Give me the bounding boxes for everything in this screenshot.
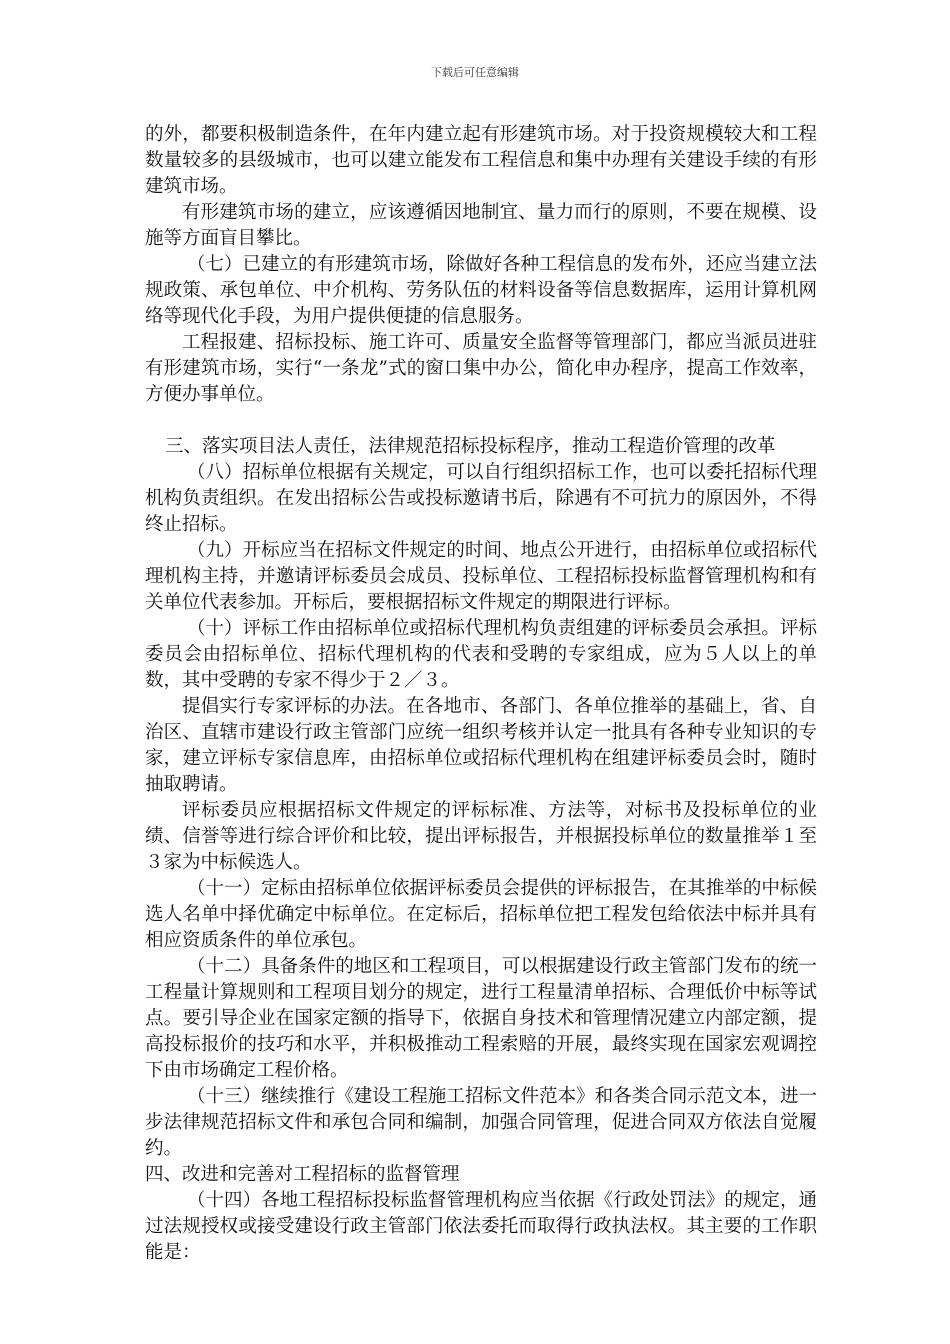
paragraph: （十）评标工作由招标单位或招标代理机构负责组建的评标委员会承担。评标委员会由招标单位、招标代理机构的代表和受聘的专家组成，应为５人以上的单数，其中受聘的专家不得少于２／３。 [145, 618, 817, 691]
paragraph: 工程报建、招标投标、施工许可、质量安全监督等管理部门，都应当派员进驻有形建筑市场，实行“一条龙”式的窗口集中办公，简化申办程序，提高工作效率，方便办事单位。 [145, 332, 817, 405]
paragraph: 的外，都要积极制造条件，在年内建立起有形建筑市场。对于投资规模较大和工程数量较多的县级城市，也可以建立能发布工程信息和集中办理有关建设手续的有形建筑市场。 [145, 124, 817, 197]
paragraph: （十四）各地工程招标投标监督管理机构应当依据《行政处罚法》的规定，通过法规授权或接受建设行政主管部门依法委托而取得行政执法权。其主要的工作职能是： [145, 1190, 817, 1263]
section-heading: 四、改进和完善对工程招标的监督管理 [145, 1164, 460, 1185]
paragraph: （十二）具备条件的地区和工程项目，可以根据建设行政主管部门发布的统一工程量计算规则和工程项目划分的规定，进行工程量清单招标、合理低价中标等试点。要引导企业在国家定额的指导下，依据自身技术和管理情况建立内部定额，提高投标报价的技巧和水平，并积极推动工程索赔的开展，最终实现在国家宏观调控下由市场确定工程价格。 [145, 956, 817, 1081]
paragraph: 评标委员应根据招标文件规定的评标标准、方法等，对标书及投标单位的业绩、信誉等进行综合评价和比较，提出评标报告，并根据投标单位的数量推举１至３家为中标候选人。 [145, 800, 817, 873]
paragraph: （八）招标单位根据有关规定，可以自行组织招标工作，也可以委托招标代理机构负责组织。在发出招标公告或投标邀请书后，除遇有不可抗力的原因外，不得终止招标。 [145, 462, 817, 535]
paragraph: 有形建筑市场的建立，应该遵循因地制宜、量力而行的原则，不要在规模、设施等方面盲目攀比。 [145, 202, 817, 249]
paragraph: （七）已建立的有形建筑市场，除做好各种工程信息的发布外，还应当建立法规政策、承包单位、中介机构、劳务队伍的材料设备等信息数据库，运用计算机网络等现代化手段，为用户提供便捷的信息服务。 [145, 254, 817, 327]
paragraph: （十一）定标由招标单位依据评标委员会提供的评标报告，在其推举的中标候选人名单中择优确定中标单位。在定标后，招标单位把工程发包给依法中标并具有相应资质条件的单位承包。 [145, 878, 817, 951]
paragraph: （九）开标应当在招标文件规定的时间、地点公开进行，由招标单位或招标代理机构主持，并邀请评标委员会成员、投标单位、工程招标投标监督管理机构和有关单位代表参加。开标后，要根据招标文件规定的期限进行评标。 [145, 540, 817, 613]
page-header: 下载后可任意编辑 [431, 66, 519, 79]
paragraph: 提倡实行专家评标的办法。在各地市、各部门、各单位推举的基础上，省、自治区、直辖市建设行政主管部门应统一组织考核并认定一批具有各种专业知识的专家，建立评标专家信息库，由招标单位或招标代理机构在组建评标委员会时，随时抽取聘请。 [145, 696, 817, 795]
paragraph: （十三）继续推行《建设工程施工招标文件范本》和各类合同示范文本，进一步法律规范招标文件和承包合同和编制，加强合同管理，促进合同双方依法自觉履约。 [145, 1086, 817, 1159]
document-body [145, 122, 817, 1266]
section-heading: 三、落实项目法人责任，法律规范招标投标程序，推动工程造价管理的改革 [165, 436, 776, 457]
